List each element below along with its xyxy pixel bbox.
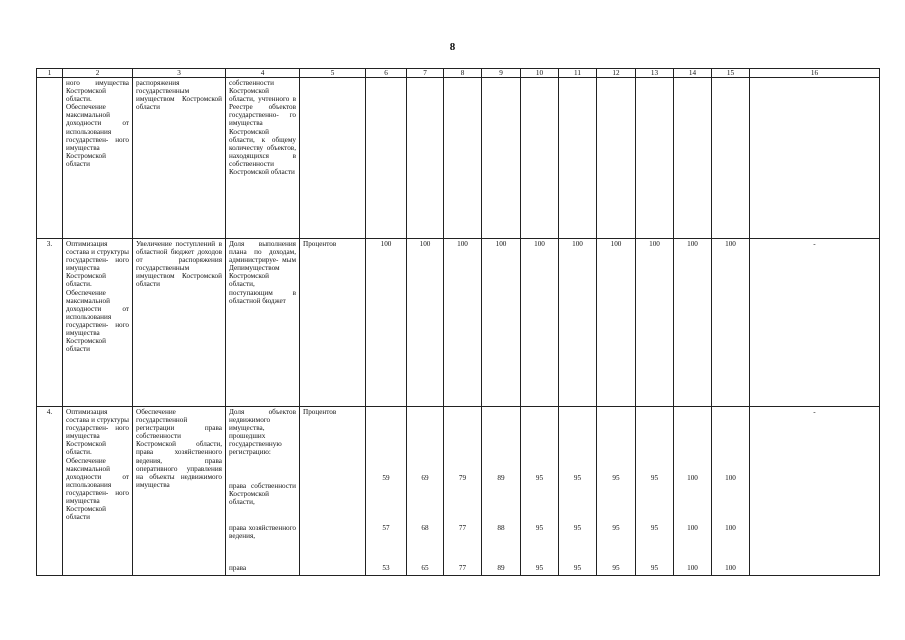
note-cell — [750, 78, 880, 239]
table-row-4 — [37, 407, 880, 576]
header-cell: 5 — [300, 69, 366, 78]
indicator-cell: Доля выполнения плана по доходам, администрируе- мым Депимуществом Костромской области, поступающим в областной бюджет — [226, 239, 300, 407]
value-cell — [712, 78, 750, 239]
value-cell — [674, 78, 712, 239]
goal-cell: Оптимизация состава и структуры государствен- ного имущества Костромской области. Обеспечение максимальной доходности от использования государствен- ного имущества Костромской области — [63, 239, 133, 407]
indicator-cell: собственности Костромской области, учтенного в Реестре объектов государственно- го имущества Костромской области, к общему количеству объектов, находящихся в собственности Костромской области — [226, 78, 300, 239]
note-cell: - — [750, 239, 880, 407]
value-cell — [521, 78, 559, 239]
value-cell: 89 88 89 — [482, 407, 521, 576]
value-cell: 100 — [407, 239, 444, 407]
table-row-3 — [37, 239, 880, 407]
value-cell: 95 95 95 — [636, 407, 674, 576]
value-cell: 100 — [444, 239, 482, 407]
goal-cell: Оптимизация состава и структуры государствен- ного имущества Костромской области. Обеспечение максимальной доходности от использования государствен- ного имущества Костромской области — [63, 407, 133, 576]
value-cell: 95 95 95 — [521, 407, 559, 576]
value-cell: 100 — [636, 239, 674, 407]
table-row-continued — [37, 78, 880, 239]
value-cell — [366, 78, 407, 239]
value-cell: 100 — [712, 239, 750, 407]
value-cell — [559, 78, 597, 239]
value-cell: 100 100 100 — [674, 407, 712, 576]
value-cell: 100 — [482, 239, 521, 407]
header-cell: 10 — [521, 69, 559, 78]
indicator-intro: Доля объектов недвижимого имущества, прошедших государственную регистрацию: — [229, 408, 296, 457]
value-cell: 95 95 95 — [597, 407, 636, 576]
header-cell: 11 — [559, 69, 597, 78]
value-cell — [444, 78, 482, 239]
indicator-sub-economic: права хозяйственного ведения, — [229, 524, 296, 541]
unit-cell: Процентов — [300, 239, 366, 407]
task-cell: Увеличение поступлений в областной бюджет доходов от распоряжения государственным имуществом Костромской области — [133, 239, 226, 407]
goal-cell: ного имущества Костромской области. Обеспечение максимальной доходности от использования государствен- ного имущества Костромской области — [63, 78, 133, 239]
indicator-sub-operational: права — [229, 564, 247, 572]
header-cell: 7 — [407, 69, 444, 78]
header-cell: 14 — [674, 69, 712, 78]
value-cell — [407, 78, 444, 239]
note-cell: - — [750, 407, 880, 576]
row-number-cell — [37, 78, 63, 239]
value-cell — [482, 78, 521, 239]
value-cell: 69 68 65 — [407, 407, 444, 576]
task-cell: Обеспечение государственной регистрации права собственности Костромской области, права хозяйственного ведения, права оперативного управления на объекты недвижимого имущества — [133, 407, 226, 576]
row-number-cell: 4. — [37, 407, 63, 576]
value-cell: 79 77 77 — [444, 407, 482, 576]
value-cell: 100 100 100 — [712, 407, 750, 576]
column-numbers-row — [37, 69, 880, 78]
value-cell: 95 95 95 — [559, 407, 597, 576]
header-cell: 1 — [37, 69, 63, 78]
header-cell: 3 — [133, 69, 226, 78]
value-cell: 100 — [366, 239, 407, 407]
page-number: 8 — [449, 41, 456, 53]
header-cell: 16 — [750, 69, 880, 78]
header-cell: 13 — [636, 69, 674, 78]
value-cell: 59 57 53 — [366, 407, 407, 576]
row-number-cell: 3. — [37, 239, 63, 407]
indicator-cell — [226, 407, 300, 576]
value-cell — [636, 78, 674, 239]
value-cell: 100 — [674, 239, 712, 407]
value-cell: 100 — [597, 239, 636, 407]
header-cell: 8 — [444, 69, 482, 78]
value-cell — [597, 78, 636, 239]
header-cell: 15 — [712, 69, 750, 78]
unit-cell — [300, 78, 366, 239]
header-cell: 2 — [63, 69, 133, 78]
header-cell: 6 — [366, 69, 407, 78]
unit-cell: Процентов — [300, 407, 366, 576]
task-cell: распоряжения государственным имуществом Костромской области — [133, 78, 226, 239]
header-cell: 4 — [226, 69, 300, 78]
indicators-table — [36, 68, 880, 576]
value-cell: 100 — [521, 239, 559, 407]
header-cell: 9 — [482, 69, 521, 78]
header-cell: 12 — [597, 69, 636, 78]
indicator-sub-ownership: права собственности Костромской области, — [229, 482, 296, 507]
value-cell: 100 — [559, 239, 597, 407]
